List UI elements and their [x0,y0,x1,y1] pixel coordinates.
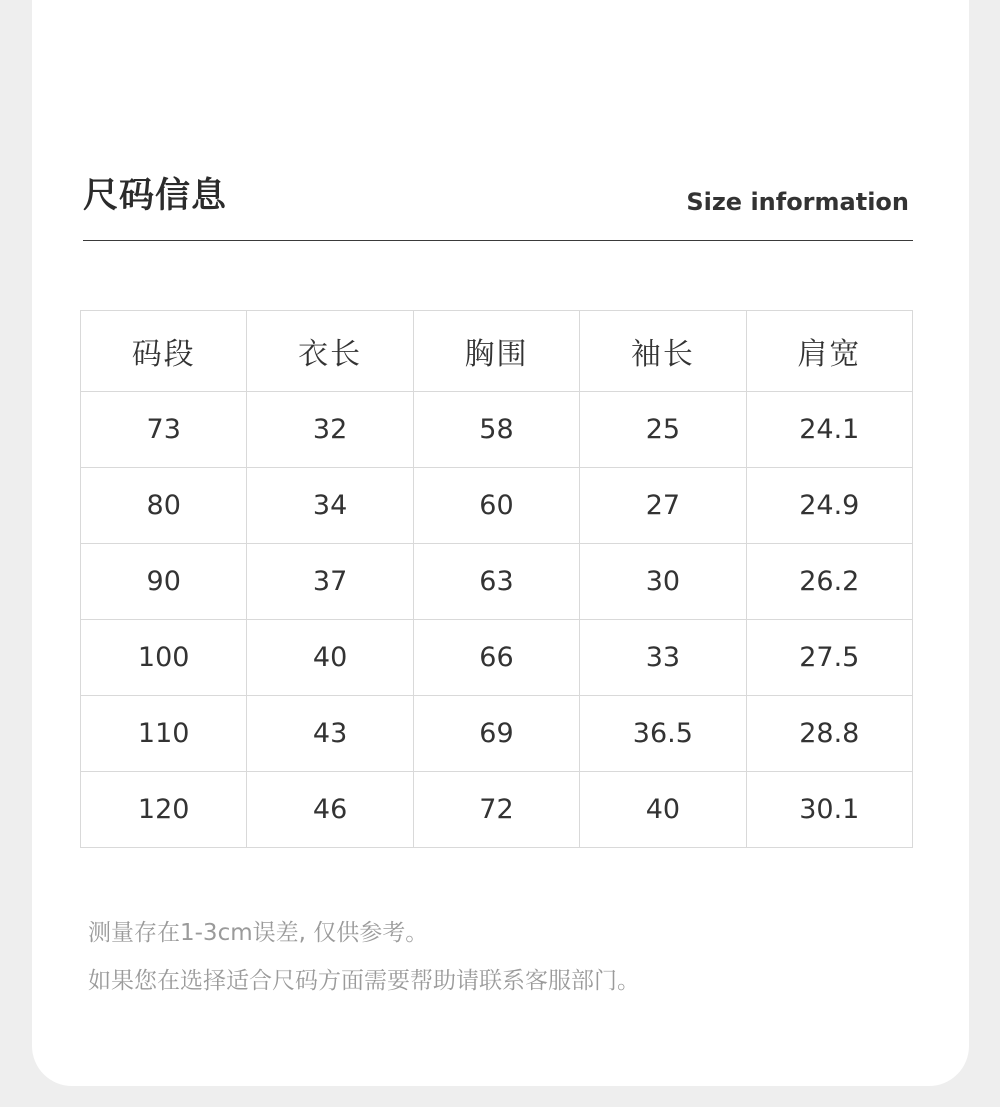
table-row [81,620,913,696]
header-size-range: 码段 [81,311,247,392]
table-cell: 32 [247,392,413,468]
table-cell: 36.5 [580,696,746,772]
table-row [81,696,913,772]
table-cell: 28.8 [746,696,912,772]
table-cell: 120 [81,772,247,848]
header-sleeve: 袖长 [580,311,746,392]
table-cell: 30 [580,544,746,620]
page-subtitle: Size information [686,188,909,216]
help-note: 如果您在选择适合尺码方面需要帮助请联系客服部门。 [88,968,640,994]
table-cell: 25 [580,392,746,468]
table-cell: 72 [413,772,579,848]
table-cell: 66 [413,620,579,696]
table-cell: 24.9 [746,468,912,544]
header-shoulder: 肩宽 [746,311,912,392]
table-cell: 90 [81,544,247,620]
size-table [80,310,913,848]
header-chest: 胸围 [413,311,579,392]
table-cell: 33 [580,620,746,696]
table-cell: 27.5 [746,620,912,696]
table-cell: 40 [580,772,746,848]
table-cell: 80 [81,468,247,544]
table-cell: 26.2 [746,544,912,620]
measurement-note: 测量存在1-3cm误差, 仅供参考。 [88,920,429,946]
table-cell: 60 [413,468,579,544]
table-cell: 110 [81,696,247,772]
title-divider [83,240,913,241]
table-cell: 73 [81,392,247,468]
table-row [81,544,913,620]
table-header-row [81,311,913,392]
table-cell: 100 [81,620,247,696]
table-cell: 27 [580,468,746,544]
table-cell: 40 [247,620,413,696]
table-row [81,772,913,848]
table-cell: 46 [247,772,413,848]
table-row [81,468,913,544]
table-cell: 34 [247,468,413,544]
header-length: 衣长 [247,311,413,392]
table-cell: 24.1 [746,392,912,468]
table-cell: 30.1 [746,772,912,848]
table-row [81,392,913,468]
table-cell: 63 [413,544,579,620]
table-cell: 37 [247,544,413,620]
table-cell: 58 [413,392,579,468]
table-cell: 69 [413,696,579,772]
page-title: 尺码信息 [83,176,228,216]
table-cell: 43 [247,696,413,772]
